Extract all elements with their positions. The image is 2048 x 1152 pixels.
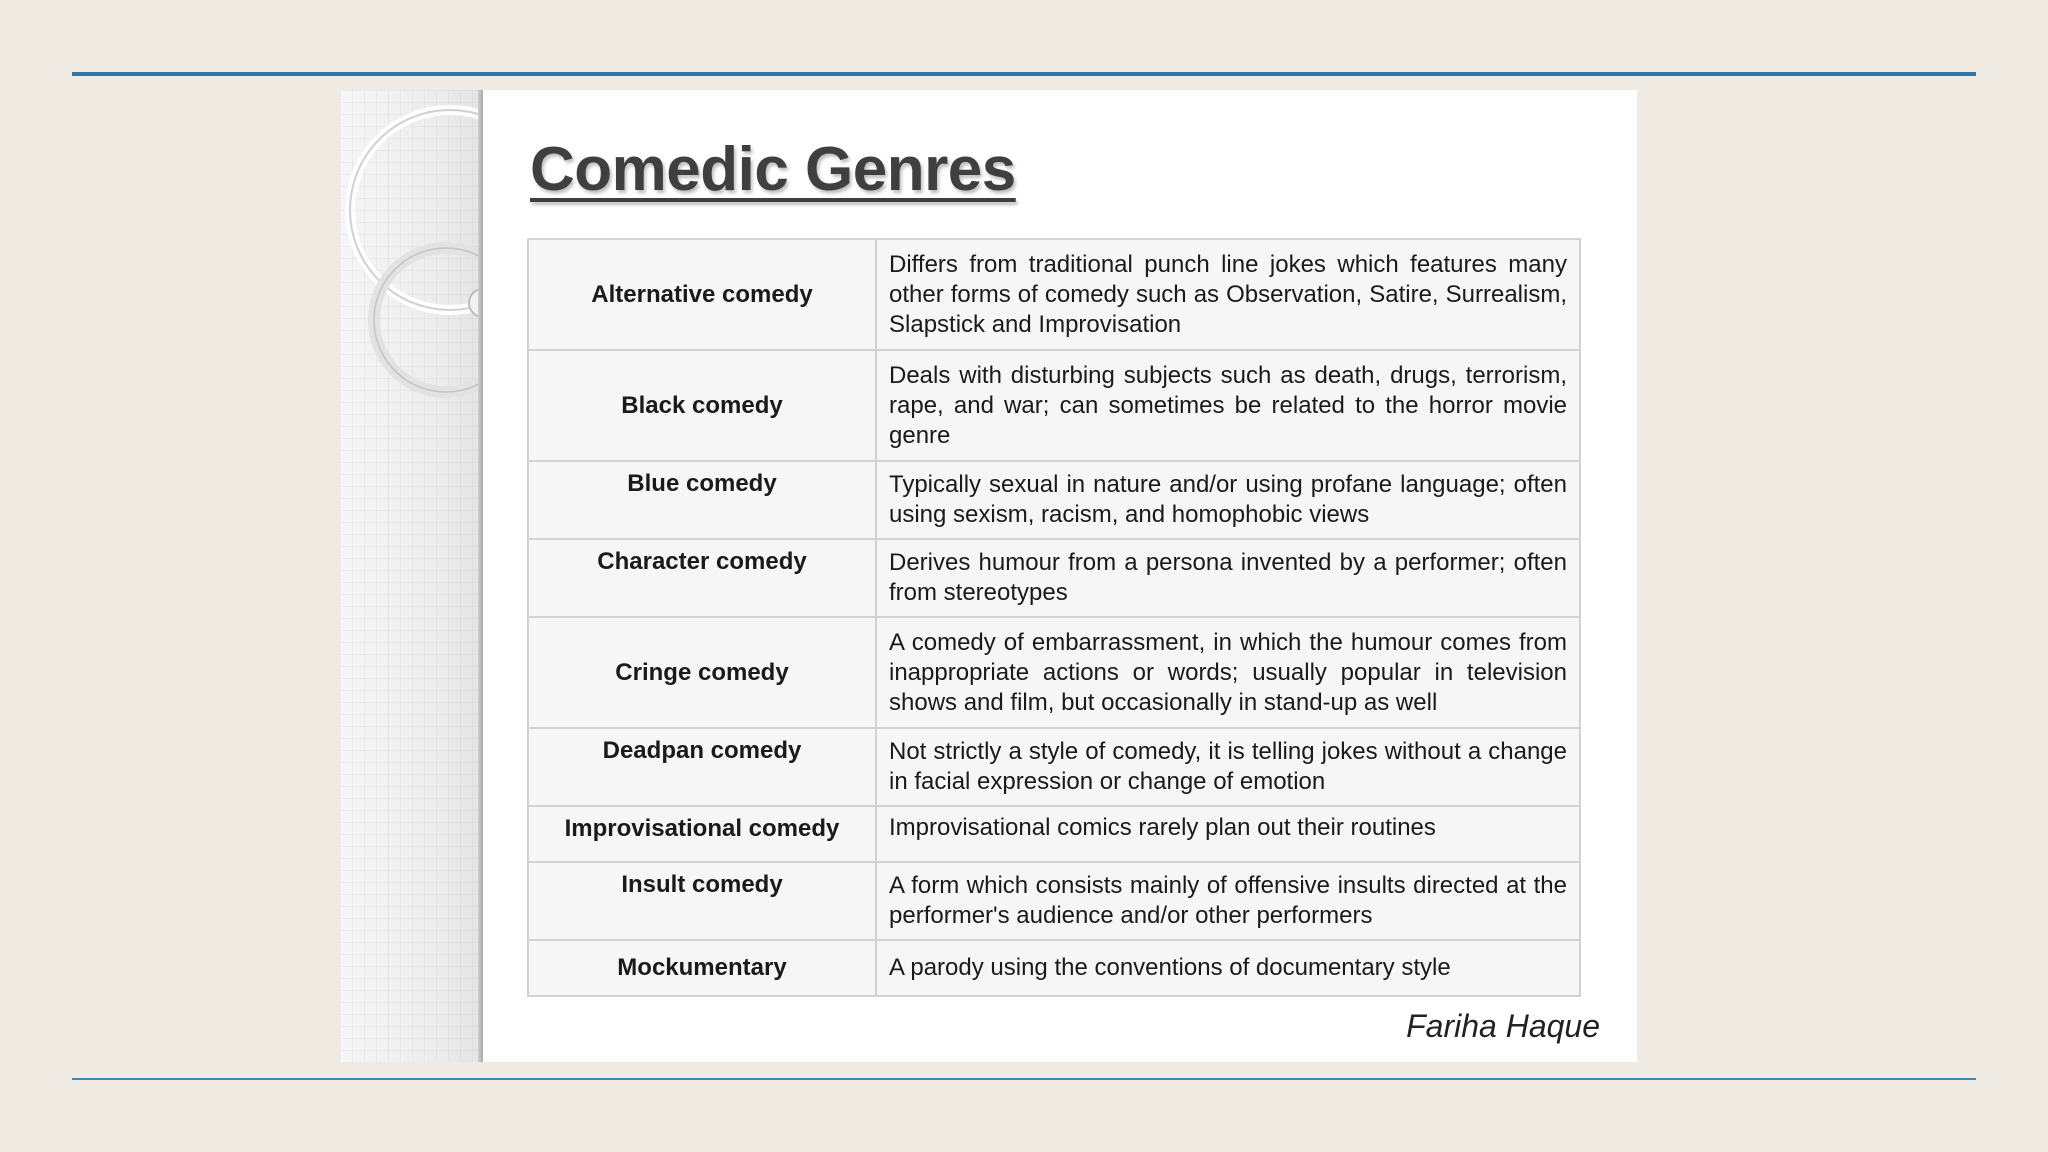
genre-description: A form which consists mainly of offensive insults directed at the performer's audience and/or other performers [876,862,1580,940]
genre-description: Not strictly a style of comedy, it is telling jokes without a change in facial expression or change of emotion [876,728,1580,806]
genre-description: Improvisational comics rarely plan out their routines [876,806,1580,862]
table-row [528,940,1580,996]
genre-name: Character comedy [528,539,876,617]
decorative-sidebar [340,90,482,1062]
genre-name: Insult comedy [528,862,876,940]
genre-name: Cringe comedy [528,617,876,728]
genre-name: Mockumentary [528,940,876,996]
top-divider-line [72,72,1976,76]
genre-description: Derives humour from a persona invented by a performer; often from stereotypes [876,539,1580,617]
table-row [528,539,1580,617]
table-row [528,862,1580,940]
table-row [528,461,1580,539]
sidebar-edge [478,90,483,1062]
genre-description: Deals with disturbing subjects such as death, drugs, terrorism, rape, and war; can sometimes be related to the horror movie genre [876,350,1580,461]
table-row [528,806,1580,862]
slide-image [340,90,1637,1062]
genre-description: Typically sexual in nature and/or using profane language; often using sexism, racism, and homophobic views [876,461,1580,539]
genres-table [527,238,1581,997]
table-row [528,350,1580,461]
genre-name: Deadpan comedy [528,728,876,806]
author-signature: Fariha Haque [1406,1008,1600,1044]
genre-description: Differs from traditional punch line jokes which features many other forms of comedy such as Observation, Satire, Surrealism, Slapstick and Improvisation [876,239,1580,350]
genre-name: Alternative comedy [528,239,876,350]
decorative-circles-icon [340,90,482,510]
genre-name: Blue comedy [528,461,876,539]
table-row [528,728,1580,806]
table-row [528,617,1580,728]
genre-description: A parody using the conventions of documentary style [876,940,1580,996]
slide-title: Comedic Genres [530,135,1016,204]
bottom-divider-line [72,1078,1976,1080]
genre-name: Improvisational comedy [528,806,876,862]
genre-description: A comedy of embarrassment, in which the humour comes from inappropriate actions or words; usually popular in television shows and film, but occasionally in stand-up as well [876,617,1580,728]
genre-name: Black comedy [528,350,876,461]
table-row [528,239,1580,350]
